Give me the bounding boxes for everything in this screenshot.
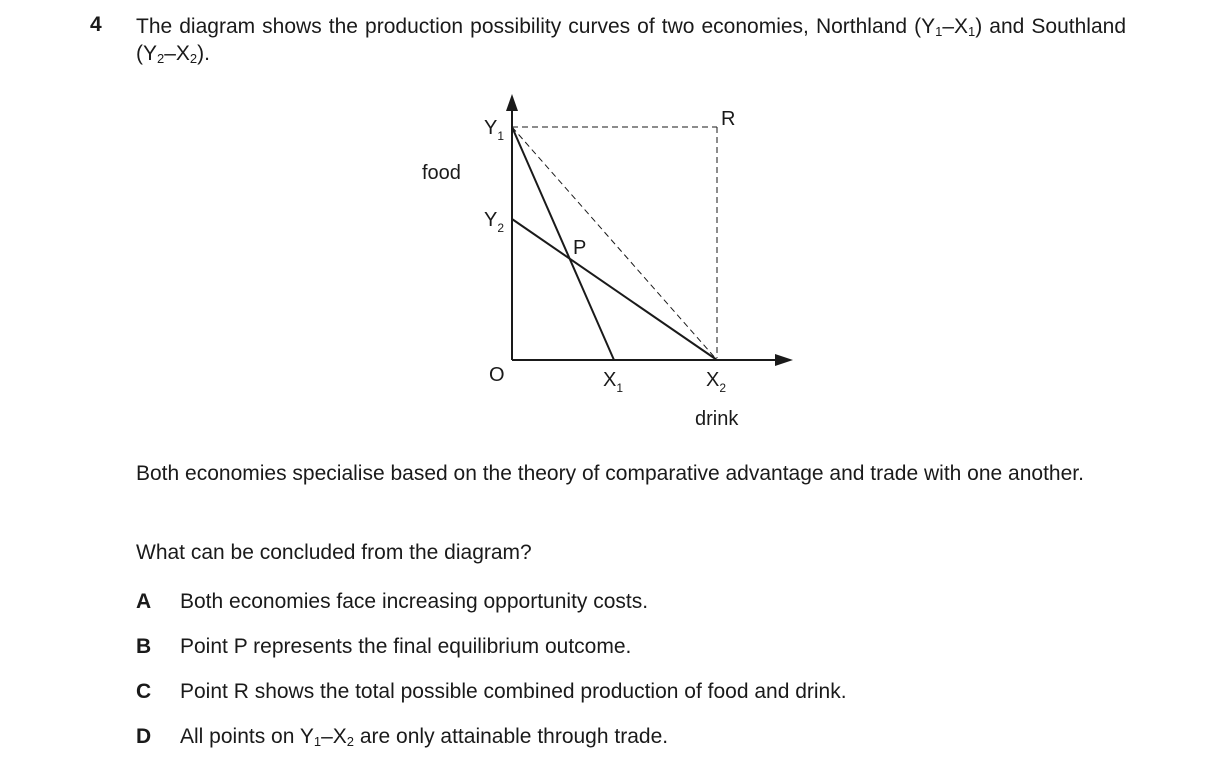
option-text: All points on $Y_1-X_2$ are only attainable through trade. <box>180 725 669 749</box>
option-letter: B <box>136 635 152 658</box>
context-paragraph: Both economies specialise based on the theory of comparative advantage and trade with one another. <box>136 462 1084 485</box>
northland-ppc <box>512 127 614 360</box>
option-c[interactable] <box>136 678 1126 723</box>
origin-label: O <box>489 364 505 386</box>
point-r-label: R <box>721 108 736 130</box>
option-text: Both economies face increasing opportunity costs. <box>180 590 649 613</box>
x1-label: $X_1$ <box>603 369 624 395</box>
y2-label: $Y_2$ <box>484 209 505 235</box>
point-p-label: P <box>573 237 587 259</box>
y1-label: $Y_1$ <box>484 117 505 143</box>
x-axis-label: drink <box>695 408 739 430</box>
y-axis-arrowhead <box>506 94 518 111</box>
option-b[interactable] <box>136 633 1126 678</box>
question-prompt: What can be concluded from the diagram? <box>136 541 532 564</box>
option-a[interactable] <box>136 588 1126 633</box>
question-stem: The diagram shows the production possibility curves of two economies, Northland $(Y_1-X_1)$ and Southland $(Y_2-X_2)$. <box>136 15 1126 66</box>
dashed-y1-x2-line <box>512 127 717 360</box>
option-text: Point R shows the total possible combined production of food and drink. <box>180 680 847 703</box>
x-axis-arrowhead <box>775 354 793 366</box>
option-letter: D <box>136 725 152 748</box>
option-letter: C <box>136 680 152 703</box>
answer-options <box>136 588 1126 768</box>
y-axis-label: food <box>422 162 461 184</box>
southland-ppc <box>512 219 717 360</box>
x2-label: $X_2$ <box>706 369 727 395</box>
option-d[interactable] <box>136 723 1126 768</box>
option-letter: A <box>136 590 152 613</box>
ppc-diagram <box>400 88 820 438</box>
option-text: Point P represents the final equilibrium outcome. <box>180 635 632 658</box>
question-number: 4 <box>90 13 102 36</box>
